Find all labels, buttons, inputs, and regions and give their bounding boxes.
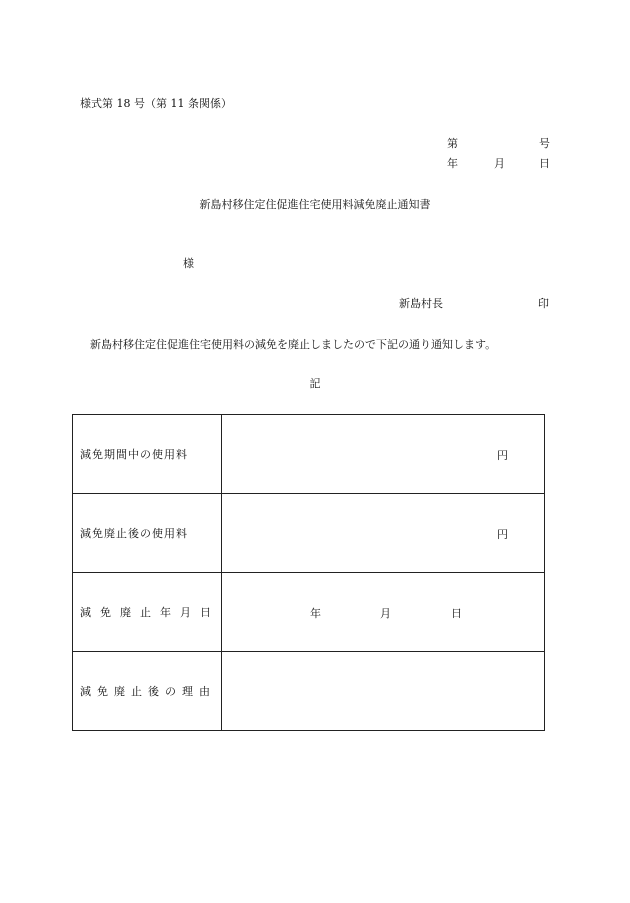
table-row xyxy=(73,415,545,494)
body-text: 新島村移住定住促進住宅使用料の減免を廃止しましたので下記の通り通知します。 xyxy=(90,338,497,351)
seal-mark: 印 xyxy=(538,297,549,310)
row-label-cell xyxy=(73,494,222,573)
date-day-label: 日 xyxy=(451,607,462,620)
ki-heading: 記 xyxy=(309,377,321,390)
row-label: 減免廃止後の使用料 xyxy=(80,527,188,540)
date-day-label: 日 xyxy=(539,157,550,170)
row-value-cell xyxy=(222,494,545,573)
row-label: 減免廃止後の理由 xyxy=(80,685,216,698)
date-month-label: 月 xyxy=(380,607,391,620)
notice-table xyxy=(72,414,545,731)
issuer-name: 新島村長 xyxy=(399,297,443,310)
document-number-prefix: 第 xyxy=(447,137,458,150)
row-label-cell xyxy=(73,652,222,731)
row-value-cell xyxy=(222,573,545,652)
document-title: 新島村移住定住促進住宅使用料減免廃止通知書 xyxy=(199,198,431,211)
form-number: 様式第 18 号（第 11 条関係） xyxy=(80,97,232,110)
row-value-cell xyxy=(222,415,545,494)
unit-yen: 円 xyxy=(497,528,508,541)
table-row xyxy=(73,494,545,573)
table-row xyxy=(73,573,545,652)
row-label-cell xyxy=(73,573,222,652)
row-label-cell xyxy=(73,415,222,494)
row-label: 減免廃止年月日 xyxy=(80,606,220,619)
unit-yen: 円 xyxy=(497,449,508,462)
table-row xyxy=(73,652,545,731)
document-number-suffix: 号 xyxy=(539,137,550,150)
row-value-cell xyxy=(222,652,545,731)
date-month-label: 月 xyxy=(494,157,505,170)
date-year-label: 年 xyxy=(447,157,458,170)
addressee-honorific: 様 xyxy=(183,257,194,270)
date-year-label: 年 xyxy=(310,607,321,620)
row-label: 減免期間中の使用料 xyxy=(80,448,188,461)
